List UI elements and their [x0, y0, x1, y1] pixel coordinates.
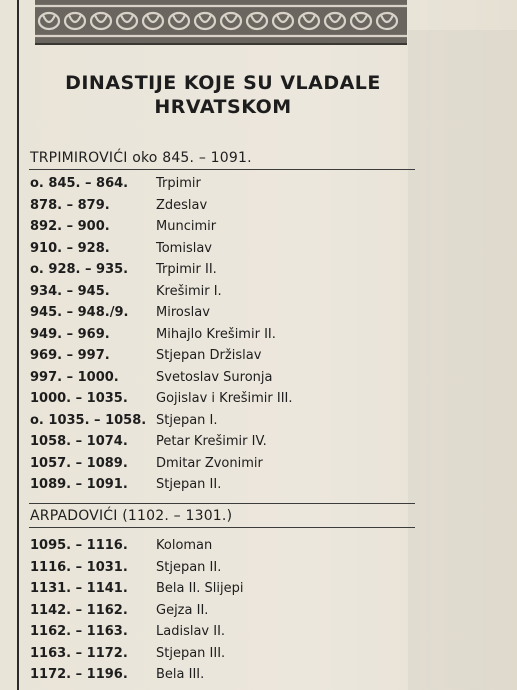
reign-years: 1058. – 1074. — [30, 434, 128, 449]
reign-years: 1089. – 1091. — [30, 477, 128, 492]
reign-years: 1142. – 1162. — [30, 602, 128, 618]
reign-years: o. 1035. – 1058. — [30, 412, 147, 428]
reign-years: 997. – 1000. — [30, 369, 119, 385]
page-title-line-1: DINASTIJE KOJE SU VLADALE — [65, 72, 381, 94]
ruler-name: Gejza II. — [156, 602, 209, 618]
list-item — [30, 456, 410, 478]
ruler-name: Tomislav — [156, 240, 213, 256]
list-item — [30, 327, 410, 349]
list-item — [30, 434, 410, 456]
ruler-name: Dmitar Zvonimir — [156, 455, 263, 471]
ruler-name: Mihajlo Krešimir II. — [156, 326, 276, 342]
reign-years: 1057. – 1089. — [30, 455, 128, 471]
facing-page-bleed — [408, 30, 517, 690]
ruler-name: Zdeslav — [156, 197, 208, 213]
ruler-name: Miroslav — [156, 305, 210, 320]
list-item — [30, 241, 410, 263]
list-item — [30, 560, 410, 582]
ruler-name: Stjepan III. — [156, 645, 226, 661]
section-divider — [29, 503, 415, 504]
list-item — [30, 391, 410, 413]
ruler-name: Stjepan II. — [156, 477, 222, 492]
list-item — [30, 646, 410, 668]
list-item — [30, 284, 410, 306]
list-item — [30, 477, 410, 499]
reign-years: 1162. – 1163. — [30, 624, 128, 639]
list-item — [30, 198, 410, 220]
list-item — [30, 348, 410, 370]
list-item — [30, 219, 410, 241]
list-item — [30, 413, 410, 435]
ruler-name: Gojislav i Krešimir III. — [156, 391, 293, 406]
ruler-name: Svetoslav Suronja — [156, 369, 273, 385]
decorative-knot-band — [35, 0, 407, 45]
ruler-name: Stjepan I. — [156, 412, 218, 428]
reign-years: o. 928. – 935. — [30, 262, 129, 277]
ruler-name: Koloman — [156, 538, 213, 553]
section-divider — [29, 169, 415, 170]
list-item — [30, 624, 410, 646]
list-item — [30, 581, 410, 603]
list-item — [30, 370, 410, 392]
section-divider — [29, 527, 415, 528]
reign-years: 1095. – 1116. — [30, 538, 128, 553]
list-item — [30, 603, 410, 625]
interlace-ornament-icon — [35, 0, 407, 43]
reign-years: 910. – 928. — [30, 240, 110, 256]
reign-years: 1172. – 1196. — [30, 667, 128, 682]
list-item — [30, 538, 410, 560]
ruler-name: Bela III. — [156, 667, 205, 682]
list-item — [30, 176, 410, 198]
list-item — [30, 305, 410, 327]
ruler-name: Stjepan Držislav — [156, 348, 262, 363]
ruler-name: Petar Krešimir IV. — [156, 434, 267, 449]
reign-years: o. 845. – 864. — [30, 176, 129, 191]
reign-years: 1000. – 1035. — [30, 391, 128, 406]
reign-years: 878. – 879. — [30, 197, 110, 213]
ruler-name: Krešimir I. — [156, 283, 222, 299]
reign-years: 934. – 945. — [30, 283, 110, 299]
list-item — [30, 667, 410, 689]
page-title-line-2: HRVATSKOM — [154, 96, 292, 118]
list-item — [30, 262, 410, 284]
reign-years: 945. – 948./9. — [30, 305, 129, 320]
ruler-name: Trpimir — [156, 176, 201, 191]
ruler-name: Ladislav II. — [156, 624, 226, 639]
section-header-trpimirovici: TRPIMIROVIĆI oko 845. – 1091. — [30, 150, 252, 166]
ruler-name: Trpimir II. — [156, 262, 217, 277]
reign-years: 969. – 997. — [30, 348, 110, 363]
reign-years: 1131. – 1141. — [30, 581, 128, 596]
reign-years: 949. – 969. — [30, 326, 110, 342]
ruler-name: Muncimir — [156, 219, 217, 234]
reign-years: 892. – 900. — [30, 219, 110, 234]
ruler-name: Stjepan II. — [156, 559, 222, 575]
section-header-arpadovici: ARPADOVIĆI (1102. – 1301.) — [30, 508, 233, 524]
reign-years: 1116. – 1031. — [30, 559, 128, 575]
page-margin-rule — [17, 0, 19, 690]
reign-years: 1163. – 1172. — [30, 645, 128, 661]
ruler-name: Bela II. Slijepi — [156, 581, 244, 596]
